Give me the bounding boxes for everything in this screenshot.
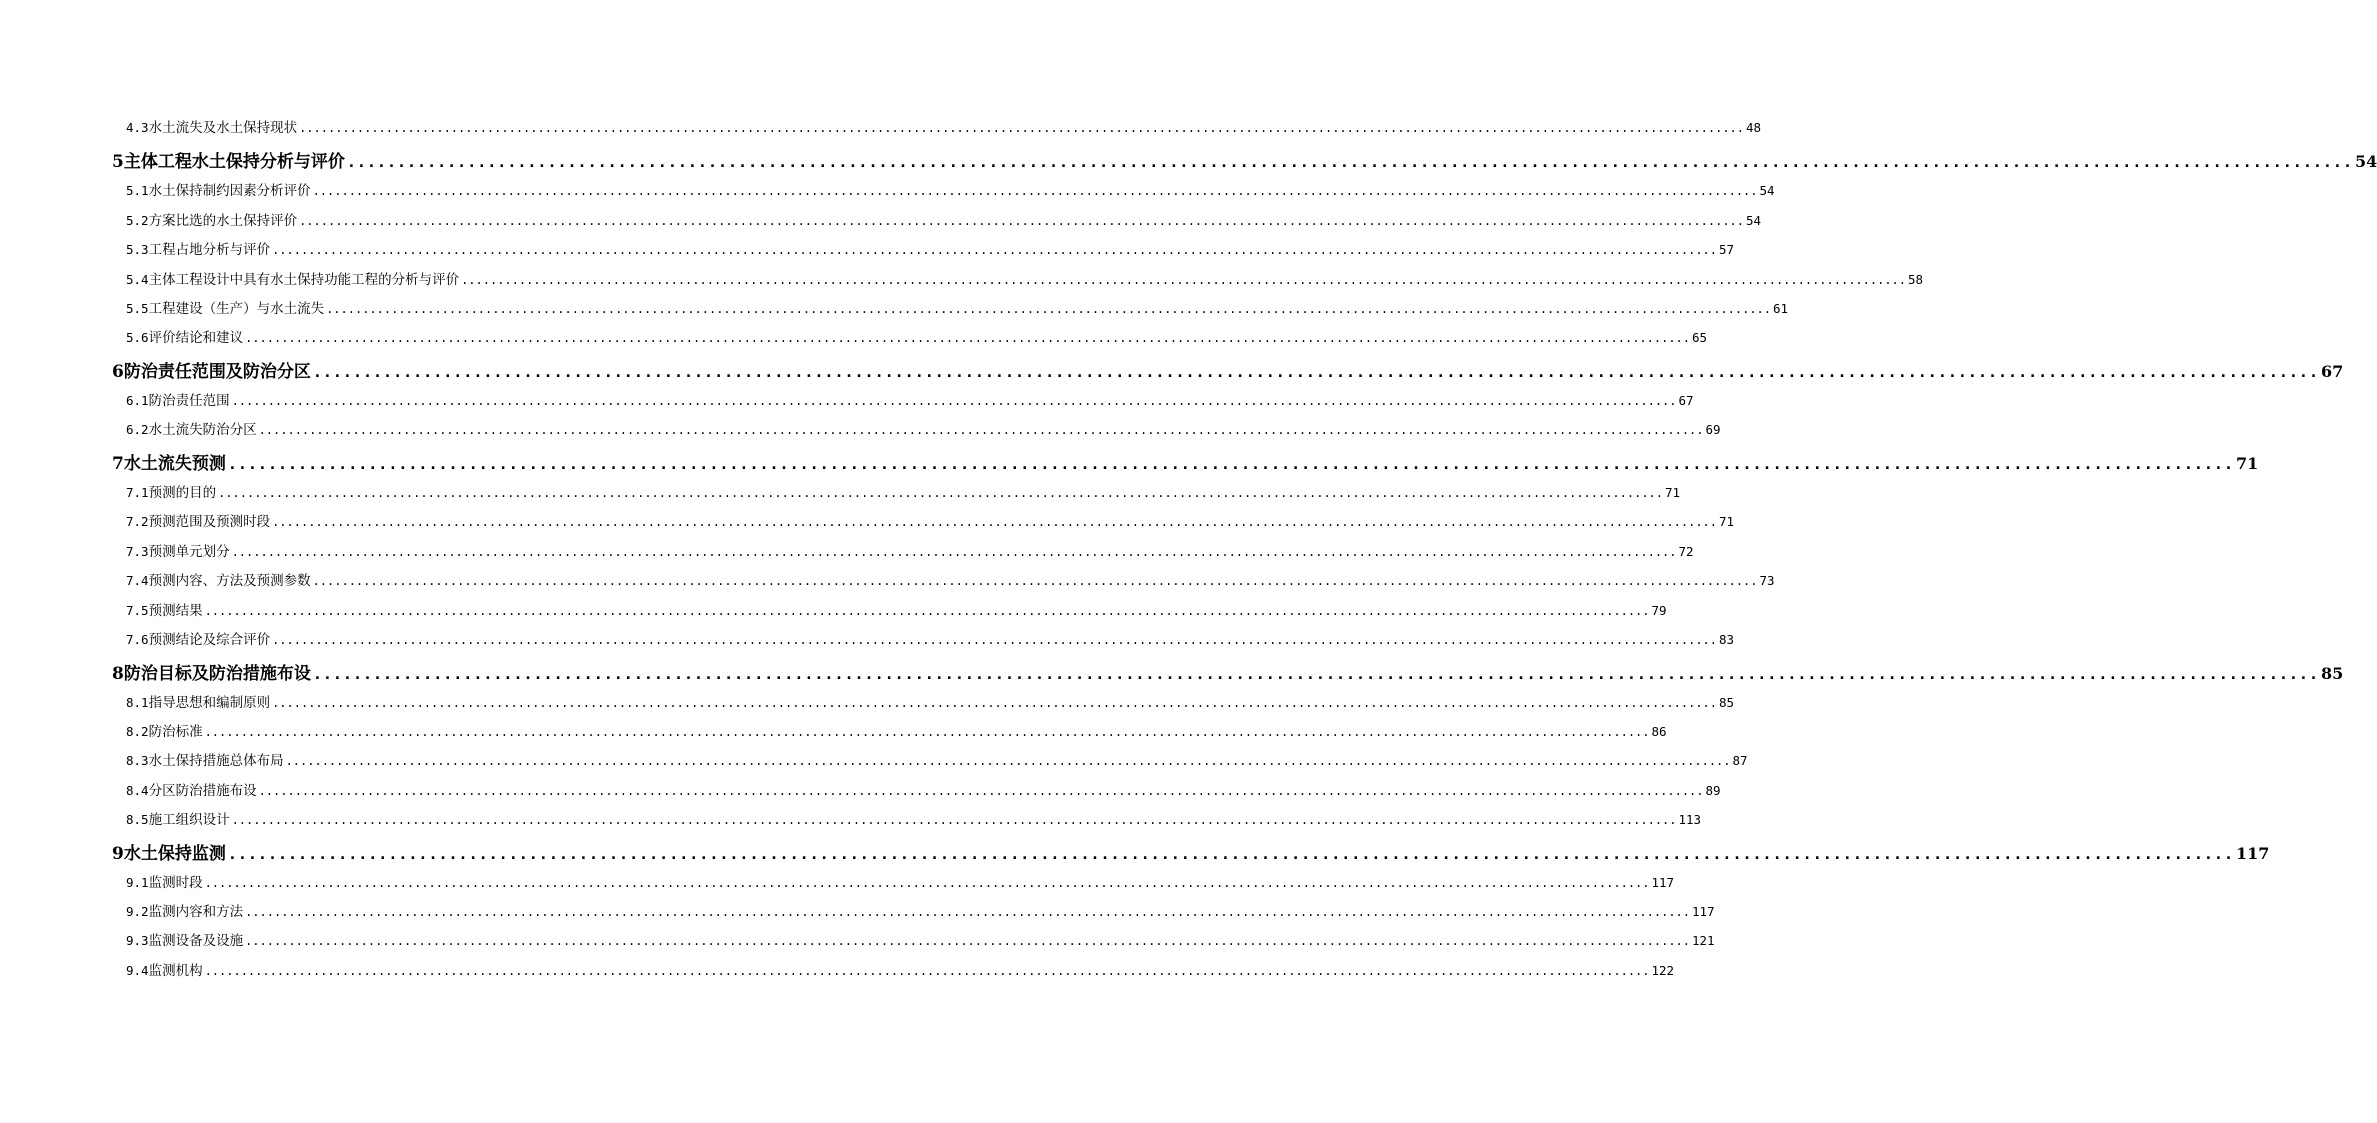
toc-entry-title: 监测设备及设施 — [148, 933, 244, 949]
toc-section-entry[interactable] — [0, 931, 1715, 951]
toc-entry-title: 预测单元划分 — [148, 544, 230, 560]
toc-entry-page-number: 54 — [1759, 183, 1775, 198]
toc-entry-page-number: 58 — [1908, 272, 1924, 287]
dot-leader: ........................................................................................................................................................................................................ — [272, 243, 1717, 257]
toc-entry-title: 水土保持监测 — [123, 844, 226, 864]
toc-entry-page-number: 85 — [2321, 664, 2344, 683]
toc-entry-title: 水土流失及水土保持现状 — [148, 120, 298, 136]
toc-entry-page-number: 122 — [1651, 963, 1675, 978]
toc-section-entry[interactable] — [0, 722, 1667, 742]
toc-section-entry[interactable] — [0, 391, 1694, 411]
dot-leader: ........................................................................................................................................................................................................ — [204, 604, 1650, 618]
toc-entry-page-number: 71 — [2236, 454, 2259, 473]
toc-entry-number: 9 — [112, 844, 124, 864]
toc-section-entry[interactable] — [0, 693, 1735, 713]
dot-leader: ........................................................................................................................................................................................................ — [204, 876, 1650, 890]
toc-entry-number: 7.6 — [126, 632, 149, 647]
toc-entry-number: 5.6 — [126, 330, 149, 345]
dot-leader: ........................................................................................................................................................................................................ — [218, 486, 1663, 500]
toc-entry-page-number: 79 — [1651, 603, 1667, 618]
toc-entry-number: 7.5 — [126, 603, 149, 618]
toc-chapter-entry[interactable] — [0, 662, 2344, 686]
toc-entry-title: 预测的目的 — [148, 485, 217, 501]
toc-entry-page-number: 57 — [1719, 242, 1735, 257]
dot-leader: ........................................................................................................................................................................................................ — [272, 515, 1717, 529]
toc-entry-number: 9.4 — [126, 963, 149, 978]
dot-leader: ........................................................................................................................................................................................................ — [245, 331, 1690, 345]
toc-section-entry[interactable] — [0, 240, 1735, 260]
toc-entry-number: 9.3 — [126, 933, 149, 948]
toc-entry-title: 监测时段 — [148, 875, 203, 891]
dot-leader: ........................................................................................................................................................................................................ — [285, 754, 1731, 768]
toc-entry-page-number: 87 — [1732, 753, 1748, 768]
toc-entry-number: 6 — [112, 362, 124, 382]
toc-entry-number: 8.1 — [126, 695, 149, 710]
toc-section-entry[interactable] — [0, 211, 1762, 231]
dot-leader: ........................................................................................................................................................................................................ — [312, 363, 2319, 381]
toc-entry-number: 8.4 — [126, 783, 149, 798]
dot-leader: ........................................................................................................................................................................................................ — [346, 153, 2353, 171]
toc-entry-title: 防治责任范围及防治分区 — [123, 362, 311, 382]
toc-section-entry[interactable] — [0, 420, 1721, 440]
toc-entry-title: 水土流失防治分区 — [148, 422, 257, 438]
dot-leader: ........................................................................................................................................................................................................ — [245, 905, 1690, 919]
toc-entry-page-number: 48 — [1746, 120, 1762, 135]
dot-leader: ........................................................................................................................................................................................................ — [272, 696, 1717, 710]
dot-leader: ........................................................................................................................................................................................................ — [245, 934, 1690, 948]
toc-entry-page-number: 67 — [2321, 362, 2344, 381]
toc-entry-title: 主体工程设计中具有水土保持功能工程的分析与评价 — [148, 272, 460, 288]
toc-entry-title: 预测结论及综合评价 — [148, 632, 271, 648]
toc-entry-number: 5.3 — [126, 242, 149, 257]
toc-entry-title: 分区防治措施布设 — [148, 783, 257, 799]
toc-entry-title: 工程占地分析与评价 — [148, 242, 271, 258]
toc-entry-number: 8 — [112, 664, 124, 684]
dot-leader: ........................................................................................................................................................................................................ — [204, 964, 1650, 978]
toc-entry-page-number: 117 — [2236, 844, 2270, 863]
toc-section-entry[interactable] — [0, 781, 1721, 801]
toc-entry-page-number: 54 — [1746, 213, 1762, 228]
toc-entry-title: 水土保持制约因素分析评价 — [148, 183, 311, 199]
toc-section-entry[interactable] — [0, 902, 1715, 922]
toc-entry-number: 7.2 — [126, 514, 149, 529]
toc-entry-page-number: 54 — [2355, 152, 2377, 171]
toc-entry-title: 水土保持措施总体布局 — [148, 753, 284, 769]
toc-entry-number: 5 — [112, 152, 124, 172]
toc-entry-page-number: 121 — [1692, 933, 1715, 948]
toc-entry-page-number: 69 — [1705, 422, 1721, 437]
dot-leader: ........................................................................................................................................................................................................ — [326, 302, 1771, 316]
toc-entry-number: 8.2 — [126, 724, 149, 739]
dot-leader: ........................................................................................................................................................................................................ — [227, 455, 2234, 473]
toc-chapter-entry[interactable] — [0, 452, 2259, 476]
toc-entry-number: 7.3 — [126, 544, 149, 559]
toc-section-entry[interactable] — [0, 299, 1789, 319]
toc-chapter-entry[interactable] — [0, 150, 2377, 174]
toc-section-entry[interactable] — [0, 181, 1775, 201]
toc-entry-page-number: 86 — [1651, 724, 1667, 739]
toc-entry-page-number: 85 — [1719, 695, 1735, 710]
toc-entry-number: 5.1 — [126, 183, 149, 198]
dot-leader: ........................................................................................................................................................................................................ — [299, 214, 1744, 228]
toc-entry-title: 预测范围及预测时段 — [148, 514, 271, 530]
toc-entry-title: 防治责任范围 — [148, 393, 230, 409]
toc-section-entry[interactable] — [0, 630, 1735, 650]
dot-leader: ........................................................................................................................................................................................................ — [231, 394, 1677, 408]
toc-section-entry[interactable] — [0, 118, 1762, 138]
toc-entry-number: 9.1 — [126, 875, 149, 890]
toc-entry-page-number: 113 — [1678, 812, 1702, 827]
toc-entry-title: 防治目标及防治措施布设 — [123, 664, 311, 684]
toc-entry-number: 5.5 — [126, 301, 149, 316]
toc-entry-number: 8.3 — [126, 753, 149, 768]
toc-entry-title: 预测内容、方法及预测参数 — [148, 573, 311, 589]
toc-entry-page-number: 73 — [1759, 573, 1775, 588]
toc-section-entry[interactable] — [0, 542, 1694, 562]
toc-entry-number: 7 — [112, 454, 124, 474]
toc-section-entry[interactable] — [0, 512, 1735, 532]
toc-entry-page-number: 71 — [1719, 514, 1735, 529]
toc-entry-page-number: 117 — [1651, 875, 1675, 890]
toc-entry-page-number: 65 — [1692, 330, 1708, 345]
toc-entry-page-number: 61 — [1773, 301, 1789, 316]
toc-entry-title: 施工组织设计 — [148, 812, 230, 828]
dot-leader: ........................................................................................................................................................................................................ — [312, 184, 1758, 198]
dot-leader: ........................................................................................................................................................................................................ — [312, 574, 1758, 588]
toc-entry-title: 方案比选的水土保持评价 — [148, 213, 298, 229]
toc-chapter-entry[interactable] — [0, 842, 2270, 866]
toc-chapter-entry[interactable] — [0, 360, 2344, 384]
toc-entry-number: 7.4 — [126, 573, 149, 588]
dot-leader: ........................................................................................................................................................................................................ — [204, 725, 1650, 739]
toc-entry-title: 监测机构 — [148, 963, 203, 979]
toc-entry-number: 4.3 — [126, 120, 149, 135]
toc-section-entry[interactable] — [0, 873, 1675, 893]
toc-entry-title: 防治标准 — [148, 724, 203, 740]
toc-section-entry[interactable] — [0, 751, 1748, 771]
toc-entry-page-number: 83 — [1719, 632, 1735, 647]
toc-entry-title: 评价结论和建议 — [148, 330, 244, 346]
toc-entry-number: 5.4 — [126, 272, 149, 287]
dot-leader: ........................................................................................................................................................................................................ — [258, 423, 1704, 437]
toc-entry-number: 5.2 — [126, 213, 149, 228]
toc-entry-title: 工程建设（生产）与水土流失 — [148, 301, 325, 317]
toc-section-entry[interactable] — [0, 601, 1667, 621]
dot-leader: ........................................................................................................................................................................................................ — [312, 665, 2319, 683]
toc-section-entry[interactable] — [0, 270, 1924, 290]
toc-section-entry[interactable] — [0, 810, 1702, 830]
dot-leader: ........................................................................................................................................................................................................ — [231, 813, 1677, 827]
dot-leader: ........................................................................................................................................................................................................ — [299, 121, 1744, 135]
toc-entry-number: 6.2 — [126, 422, 149, 437]
toc-entry-title: 监测内容和方法 — [148, 904, 244, 920]
toc-entry-number: 7.1 — [126, 485, 149, 500]
toc-entry-title: 主体工程水土保持分析与评价 — [123, 152, 345, 172]
toc-entry-number: 8.5 — [126, 812, 149, 827]
toc-entry-number: 9.2 — [126, 904, 149, 919]
toc-entry-title: 水土流失预测 — [123, 454, 226, 474]
toc-entry-page-number: 67 — [1678, 393, 1694, 408]
toc-entry-page-number: 71 — [1665, 485, 1681, 500]
dot-leader: ........................................................................................................................................................................................................ — [231, 545, 1677, 559]
toc-section-entry[interactable] — [0, 328, 1708, 348]
dot-leader: ........................................................................................................................................................................................................ — [258, 784, 1704, 798]
toc-section-entry[interactable] — [0, 961, 1675, 981]
toc-entry-page-number: 89 — [1705, 783, 1721, 798]
dot-leader: ........................................................................................................................................................................................................ — [227, 845, 2234, 863]
toc-section-entry[interactable] — [0, 483, 1681, 503]
toc-entry-number: 6.1 — [126, 393, 149, 408]
toc-entry-title: 指导思想和编制原则 — [148, 695, 271, 711]
toc-entry-page-number: 117 — [1692, 904, 1715, 919]
toc-section-entry[interactable] — [0, 571, 1775, 591]
toc-entry-page-number: 72 — [1678, 544, 1694, 559]
dot-leader: ........................................................................................................................................................................................................ — [272, 633, 1717, 647]
dot-leader: ........................................................................................................................................................................................................ — [461, 273, 1906, 287]
toc-entry-title: 预测结果 — [148, 603, 203, 619]
